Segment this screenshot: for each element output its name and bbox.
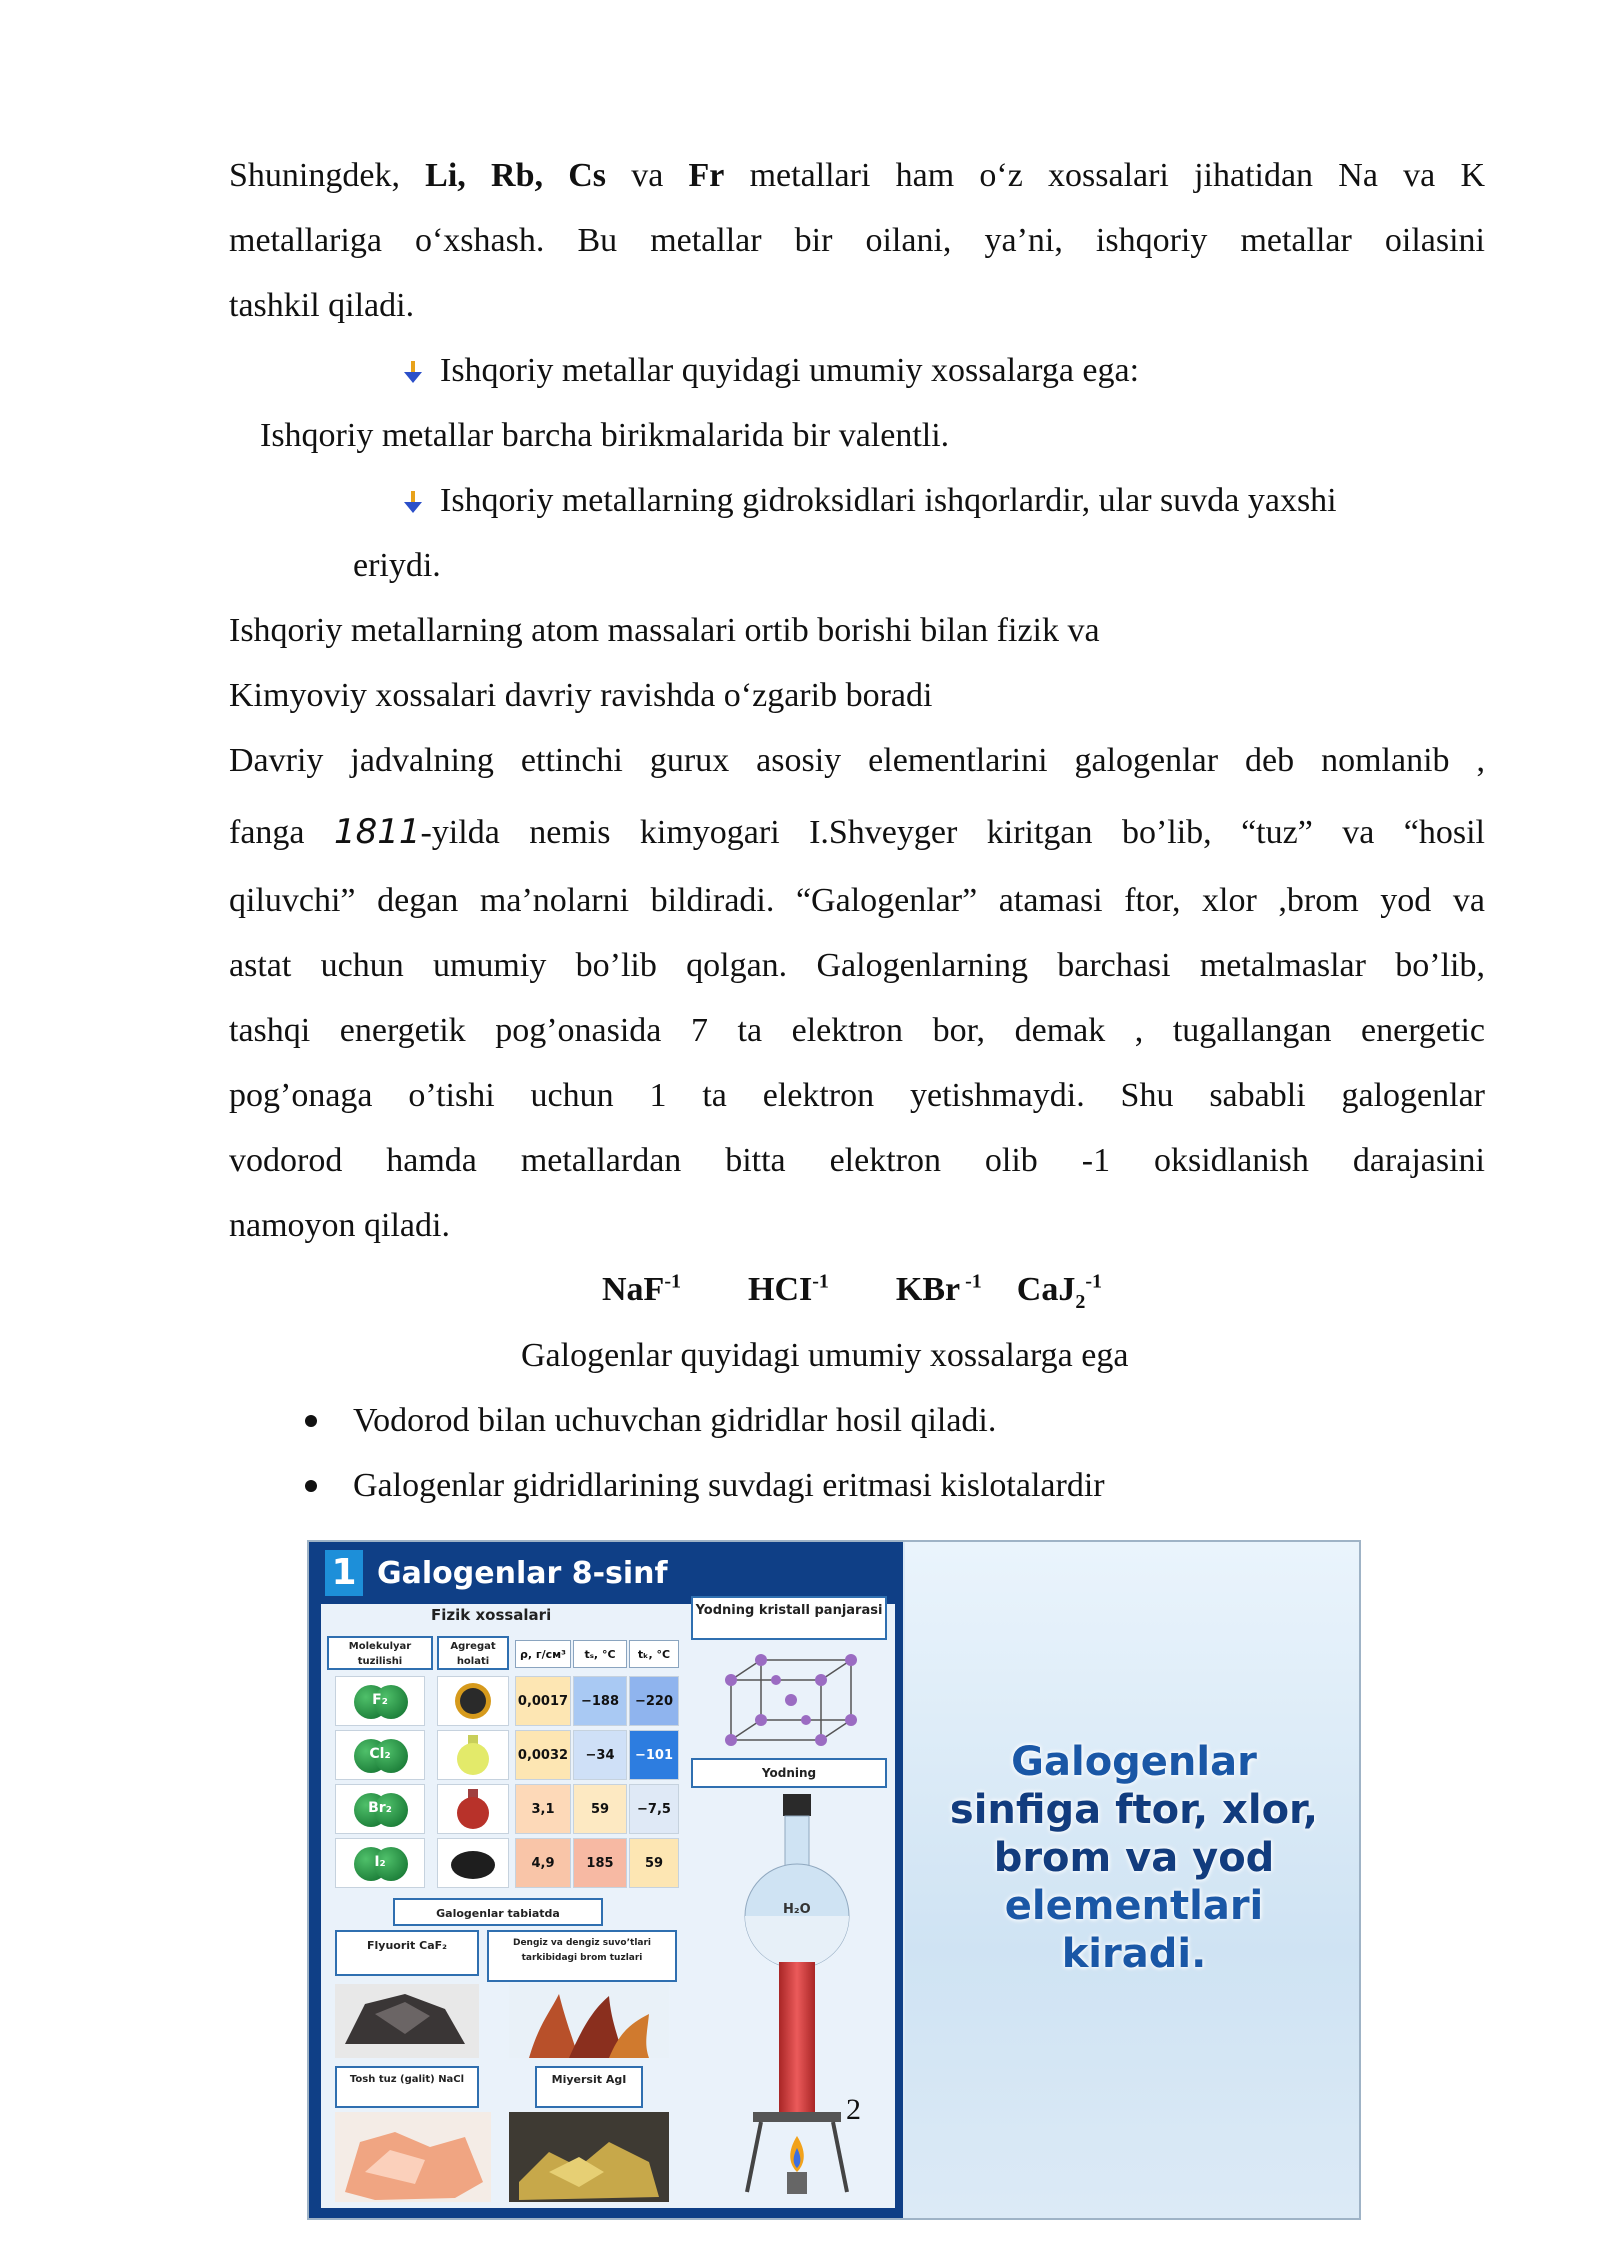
density-br2: 3,1: [515, 1784, 571, 1834]
halite-photo: [335, 2112, 491, 2202]
text-span: -yilda nemis kimyogari I.Shveyger kiritgan bo’lib, “tuz” va “hosil: [420, 814, 1485, 851]
state-cl2: [437, 1730, 509, 1780]
formula-hcl: $HCI^{-1}$: [748, 1270, 829, 1308]
paragraph-line: Ishqoriy metallar barcha birikmalarida bir valentli.: [260, 417, 950, 454]
seaweed-photo: [509, 1984, 669, 2058]
fluorite-label: Flyuorit CaF₂: [335, 1930, 479, 1976]
page-number: 2: [846, 2093, 861, 2126]
down-arrow-icon: [402, 491, 424, 515]
figure-title: Galogenlar 8-sinf: [377, 1556, 668, 1591]
figure-content: [321, 1604, 895, 2208]
molecule-f2: F₂: [335, 1676, 425, 1726]
paragraph-line: Ishqoriy metallarning atom massalari ortib borishi bilan fizik va: [229, 612, 1100, 649]
col-density: ρ, г/см³: [515, 1640, 571, 1668]
text-span: fanga: [229, 814, 334, 851]
tboil-f2: −220: [629, 1676, 679, 1726]
density-f2: 0,0017: [515, 1676, 571, 1726]
density-i2: 4,9: [515, 1838, 571, 1888]
section-heading: Galogenlar quyidagi umumiy xossalarga ega: [521, 1337, 1129, 1374]
right-text-line: kiradi.: [1061, 1931, 1207, 1977]
paragraph-line: Davriy jadvalning ettinchi gurux asosiy elementlarini galogenlar deb nomlanib ,: [229, 742, 1485, 779]
col-structure: Molekulyar tuzilishi: [327, 1636, 433, 1670]
halogens-figure: [307, 1540, 1361, 2220]
bold-metals: Li, Rb, Cs: [425, 157, 606, 194]
paragraph-line: [229, 800, 1485, 865]
bold-fr: Fr: [688, 157, 725, 194]
molecule-i2: I₂: [335, 1838, 425, 1888]
paragraph-line: vodorod hamda metallardan bitta elektron olib -1 oksidlanish darajasini: [229, 1142, 1485, 1179]
bullet-text: Ishqoriy metallar quyidagi umumiy xossalarga ega:: [440, 352, 1140, 389]
right-text-line: elementlari: [1004, 1883, 1264, 1929]
paragraph-line: namoyon qiladi.: [229, 1207, 450, 1244]
formula-caj: CaJ$_2^{-1}$: [1016, 1270, 1103, 1313]
figure-left-panel: [309, 1542, 903, 2218]
tboil-i2: 59: [629, 1838, 679, 1888]
right-text-line: sinfiga ftor, xlor,: [949, 1787, 1319, 1833]
formula-row: [602, 1270, 1103, 1313]
figure-right-panel: [905, 1542, 1361, 2220]
paragraph-line: metallariga o‘xshash. Bu metallar bir oilani, ya’ni, ishqoriy metallar oilasini: [229, 222, 1485, 259]
state-br2: [437, 1784, 509, 1834]
paragraph-line: pog’onaga o’tishi uchun 1 ta elektron yetishmaydi. Shu sababli galogenlar: [229, 1077, 1485, 1114]
bullet-dot: [305, 1480, 317, 1492]
year: 1811: [333, 812, 421, 852]
tmelt-cl2: −34: [573, 1730, 627, 1780]
flask-label: H₂O: [783, 1902, 811, 1917]
tmelt-i2: 185: [573, 1838, 627, 1888]
arrow-bullet-item: [402, 351, 1139, 391]
state-f2: [437, 1676, 509, 1726]
formula-kbr: KBr $^{-1}$: [895, 1270, 982, 1308]
paragraph-line: qiluvchi” degan ma’nolarni bildiradi. “Galogenlar” atamasi ftor, xlor ,brom yod va: [229, 882, 1485, 919]
right-text-line: brom va yod: [993, 1835, 1275, 1881]
tmelt-f2: −188: [573, 1676, 627, 1726]
tboil-cl2: −101: [629, 1730, 679, 1780]
physical-props-heading: Fizik xossalari: [431, 1606, 552, 1624]
molecule-br2: Br₂: [335, 1784, 425, 1834]
iodine-label: Yodning: [691, 1758, 887, 1788]
tmelt-br2: 59: [573, 1784, 627, 1834]
density-cl2: 0,0032: [515, 1730, 571, 1780]
miyersit-photo: [509, 2112, 669, 2202]
formula-naf: NaF$^{-1}$: [602, 1270, 681, 1308]
paragraph-line: tashkil qiladi.: [229, 287, 415, 324]
paragraph-line: tashqi energetik pog’onasida 7 ta elektron bor, demak , tugallangan energetic: [229, 1012, 1485, 1049]
paragraph-line: astat uchun umumiy bo’lib qolgan. Galogenlarning barchasi metalmaslar bo’lib,: [229, 947, 1485, 984]
paragraph-line: [229, 143, 1485, 208]
figure-number: 1: [325, 1550, 363, 1596]
col-state: Agregat holati: [437, 1636, 509, 1670]
text-span: metallari ham o‘z xossalari jihatidan Na va K: [724, 157, 1485, 194]
fluorite-photo: [335, 1984, 479, 2058]
miyersit-label: Miyersit AgI: [535, 2066, 643, 2108]
state-i2: [437, 1838, 509, 1888]
sea-salts-label: Dengiz va dengiz suvo’tlari tarkibidagi brom tuzlari: [487, 1930, 677, 1982]
right-text-line: Galogenlar: [1011, 1739, 1257, 1785]
halite-label: Tosh tuz (galit) NaCl: [335, 2066, 479, 2108]
molecule-cl2: Cl₂: [335, 1730, 425, 1780]
crystal-lattice-icon: [711, 1650, 871, 1754]
nature-label: Galogenlar tabiatda: [393, 1898, 603, 1926]
text-span: Shuningdek,: [229, 157, 426, 194]
text-span: va: [605, 157, 689, 194]
crystal-label: Yodning kristall panjarasi: [691, 1596, 887, 1640]
arrow-bullet-item: [402, 481, 1337, 521]
paragraph-line: eriydi.: [353, 547, 441, 584]
col-tboil: tₖ, °C: [629, 1640, 679, 1668]
bullet-text: Ishqoriy metallarning gidroksidlari ishqorlardir, ular suvda yaxshi: [440, 482, 1337, 519]
flask-apparatus-icon: [717, 1792, 877, 2202]
down-arrow-icon: [402, 361, 424, 385]
bullet-text: Galogenlar gidridlarining suvdagi eritmasi kislotalardir: [353, 1467, 1105, 1504]
paragraph-line: Kimyoviy xossalari davriy ravishda o‘zgarib boradi: [229, 677, 933, 714]
col-tmelt: tₛ, °C: [573, 1640, 627, 1668]
tboil-br2: −7,5: [629, 1784, 679, 1834]
bullet-dot: [305, 1415, 317, 1427]
bullet-text: Vodorod bilan uchuvchan gidridlar hosil qiladi.: [353, 1402, 997, 1439]
